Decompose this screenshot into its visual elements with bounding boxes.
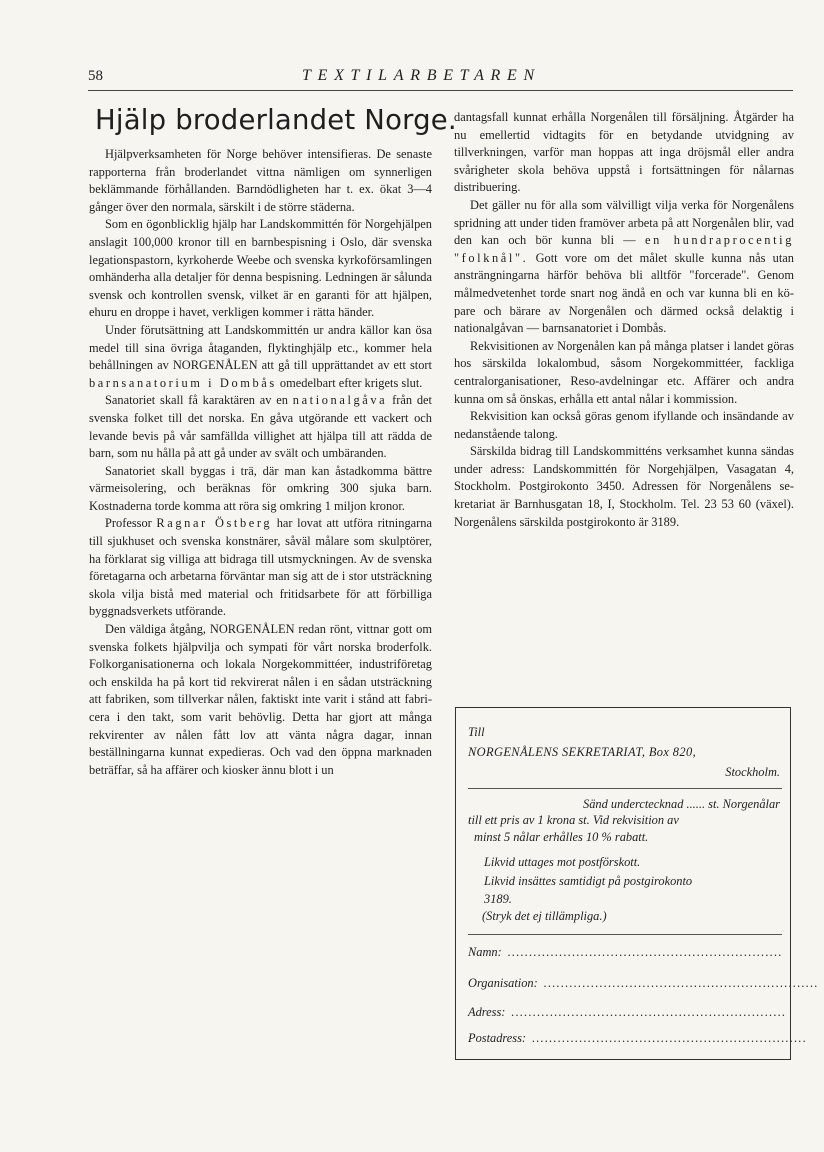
name-field[interactable] bbox=[468, 944, 783, 961]
spaced-emphasis: barnsanatorium i Dombås bbox=[89, 375, 277, 390]
field-dots: ................................................................ bbox=[507, 945, 783, 959]
spaced-emphasis: nationalgåva bbox=[292, 393, 388, 408]
page-number: 58 bbox=[88, 68, 103, 84]
coupon-address-line: NORGENÅLENS SEKRETARIAT, Box 820, bbox=[468, 745, 697, 759]
right-column bbox=[454, 109, 794, 531]
field-dots: ................................................................ bbox=[543, 976, 819, 990]
paragraph: Rekvisition kan också göras genom ifyllande och insändande av nedanstående talong. bbox=[454, 409, 794, 441]
divider bbox=[468, 934, 782, 935]
paragraph: Hjälpverksamheten för Norge behöver intensifieras. De senaste rapporterna från broderlandet vittna nämligen om synnerligen beklämmande förhållanden. Barndödligheten har t. ex. ökat 3—4 gånger över den normala, särskilt i de större städerna. bbox=[89, 147, 432, 214]
field-label: Adress: bbox=[468, 1005, 506, 1019]
paragraph bbox=[89, 515, 432, 621]
article-title: Hjälp broderlandet Norge. bbox=[95, 104, 457, 136]
text-run: från det svenska folket till det norska. En gåva utgörande ett vackert och levande bevis på vår samfällda villighet att hjälpa till att rädda de barn, som nu hålla på att gå under av svält och umbäranden. bbox=[89, 393, 432, 461]
coupon-payment-option: Likvid insättes samtidigt på postgirokonto bbox=[484, 874, 693, 888]
coupon-till: Till bbox=[468, 725, 485, 739]
paragraph bbox=[89, 392, 432, 462]
text-run: Under förutsättning att Landskommittén ur andra källor kan ösa medel till sina övriga åtaganden, flyktinghjälp etc., kommer hela behållningen av NORGENÅLEN att gå till upprättandet av ett stort bbox=[89, 322, 432, 373]
paragraph: Sanatoriet skall byggas i trä, där man kan åstadkomma bättre värmeisolering, och beräknas för omkring 300 sjuka barn. Kostnaderna torde komma att röra sig omkring 1 miljon kronor. bbox=[89, 463, 432, 513]
divider bbox=[468, 788, 782, 789]
running-title: TEXTILARBETAREN bbox=[302, 67, 541, 84]
coupon-address-city: Stockholm. bbox=[725, 765, 780, 779]
left-column bbox=[89, 104, 457, 779]
spaced-emphasis: Ragnar Östberg bbox=[156, 516, 273, 531]
field-label: Organisation: bbox=[468, 976, 538, 990]
address-field[interactable] bbox=[468, 1004, 787, 1021]
coupon-order-line: minst 5 nålar erhålles 10 % rabatt. bbox=[474, 830, 649, 844]
spaced-emphasis: en hundraprocentig "folknål". bbox=[454, 233, 794, 265]
paragraph-continued: dantagsfall kunnat erhålla Norgenålen till försäljning. Åtgärder ha nu emellertid vidtagits för en betydande utvidgning av tillverkningen, varför man hoppas att inga dröjsmål eller andra svårigheter skola behöva uppstå i fortsättningen för nålarnas distribuering. bbox=[454, 110, 794, 195]
paragraph bbox=[89, 322, 432, 392]
text-run: har lovat att utföra ritningarna till sjukhuset och svenska konstnärer, såväl målare som skulptörer, ha förklarat sig villiga att bidraga till utsmyckningen. Av de svenska företagarna och arbetarna förväntar man sig att de i stor utsträckning skola vilja bistå med material och fritidsarbete för att förbilliga byggnadsverkets utförande. bbox=[89, 516, 432, 619]
field-label: Postadress: bbox=[468, 1031, 527, 1045]
page-header bbox=[88, 64, 793, 91]
postal-address-field[interactable] bbox=[468, 1030, 808, 1047]
coupon-payment-option: 3189. bbox=[484, 892, 512, 906]
text-run: Det gäller nu för alla som välvilligt vilja verka för Norgenålens spridning att under tiden framöver arbeta på att Norgenålen blir, vad den kan och bör kunna bli — bbox=[454, 197, 794, 248]
coupon-note: (Stryk det ej tillämpliga.) bbox=[482, 909, 607, 923]
text-run: Sanatoriet skall få karaktären av en bbox=[105, 393, 288, 408]
coupon-order-line: Sänd underctecknad ...... st. Norgenålar bbox=[583, 797, 780, 811]
text-run: Gott vore om det målet skulle kunna nås utan ansträngningarna härför behöva bli alltför "forcerade". Genom målmedvetenhet torde snart nog ändå en och var kunna bli en köpare och bärare av Norgenålen och därmed också delaktig i nationalgåvan — barnsanatoriet i Dombås. bbox=[454, 250, 795, 336]
text-run: Professor bbox=[105, 516, 152, 531]
coupon-order-line: till ett pris av 1 krona st. Vid rekvisition av bbox=[468, 813, 679, 827]
field-dots: ................................................................ bbox=[532, 1031, 808, 1045]
paragraph: Rekvisitionen av Norgenålen kan på många platser i landet göras hos särskilda lokalombud, såsom Norgekommittéer, fackliga centralorganisationer, Reso-avdelningar etc. Affärer och andra kunna om så önskas, erhålla ett antal nålar i kommission. bbox=[454, 338, 794, 406]
order-coupon bbox=[455, 707, 819, 1060]
organisation-field[interactable] bbox=[468, 975, 819, 992]
coupon-payment-option: Likvid uttages mot postförskott. bbox=[484, 855, 641, 869]
field-label: Namn: bbox=[468, 945, 502, 959]
paragraph bbox=[454, 197, 794, 338]
text-run: omedelbart efter krigets slut. bbox=[279, 375, 423, 390]
field-dots: ................................................................ bbox=[511, 1005, 787, 1019]
paragraph: Som en ögonblicklig hjälp har Landskommittén för Norgehjälpen anslagit 100,000 kronor till en barnbespisning i Oslo, där svenska legationspastorn, kyrkoherde Weebe och svenska kyrkoförsamlingen omhänderha alla detaljer för denna bespisning. Ledningen är sålunda svensk och kontrollen svensk, vilket är en garanti för att hjälpen, ehuru en droppe i havet, verkligen kommer i rätta händer. bbox=[89, 217, 432, 320]
paragraph: Den väldiga åtgång, NORGENÅLEN redan rönt, vittnar gott om svenska folkets hjälpvilja och sympati för vårt norska broderfolk. Folkorganisationerna och lokala Norgekommittéer, industriföretag och enskilda ha på kort tid rekvirerat nålen i en sådan utsträckning att fabriken, som tillverkar nålen, faktiskt inte varit i stånd att fabricera i den takt, som varit behövlig. Detta har gjort att många rekvirenter av nålen fått lov att vänta några dagar, innan beställningarna kunnat expedieras. Och vad den öppna marknaden beträffar, så ha affärer och kiosker ännu blott i un bbox=[89, 622, 432, 777]
paragraph: Särskilda bidrag till Landskommitténs verksamhet kunna sändas under adress: Landskommittén för Norgehjälpen, Vasagatan 4, Stockholm. Postgirokonto 3450. Adressen för Norgenålens sekretariat är Barnhusgatan 18, I, Stockholm. Tel. 23 53 60 (växel). Norgenålens särskilda postgirokonto är 3189. bbox=[454, 444, 794, 529]
